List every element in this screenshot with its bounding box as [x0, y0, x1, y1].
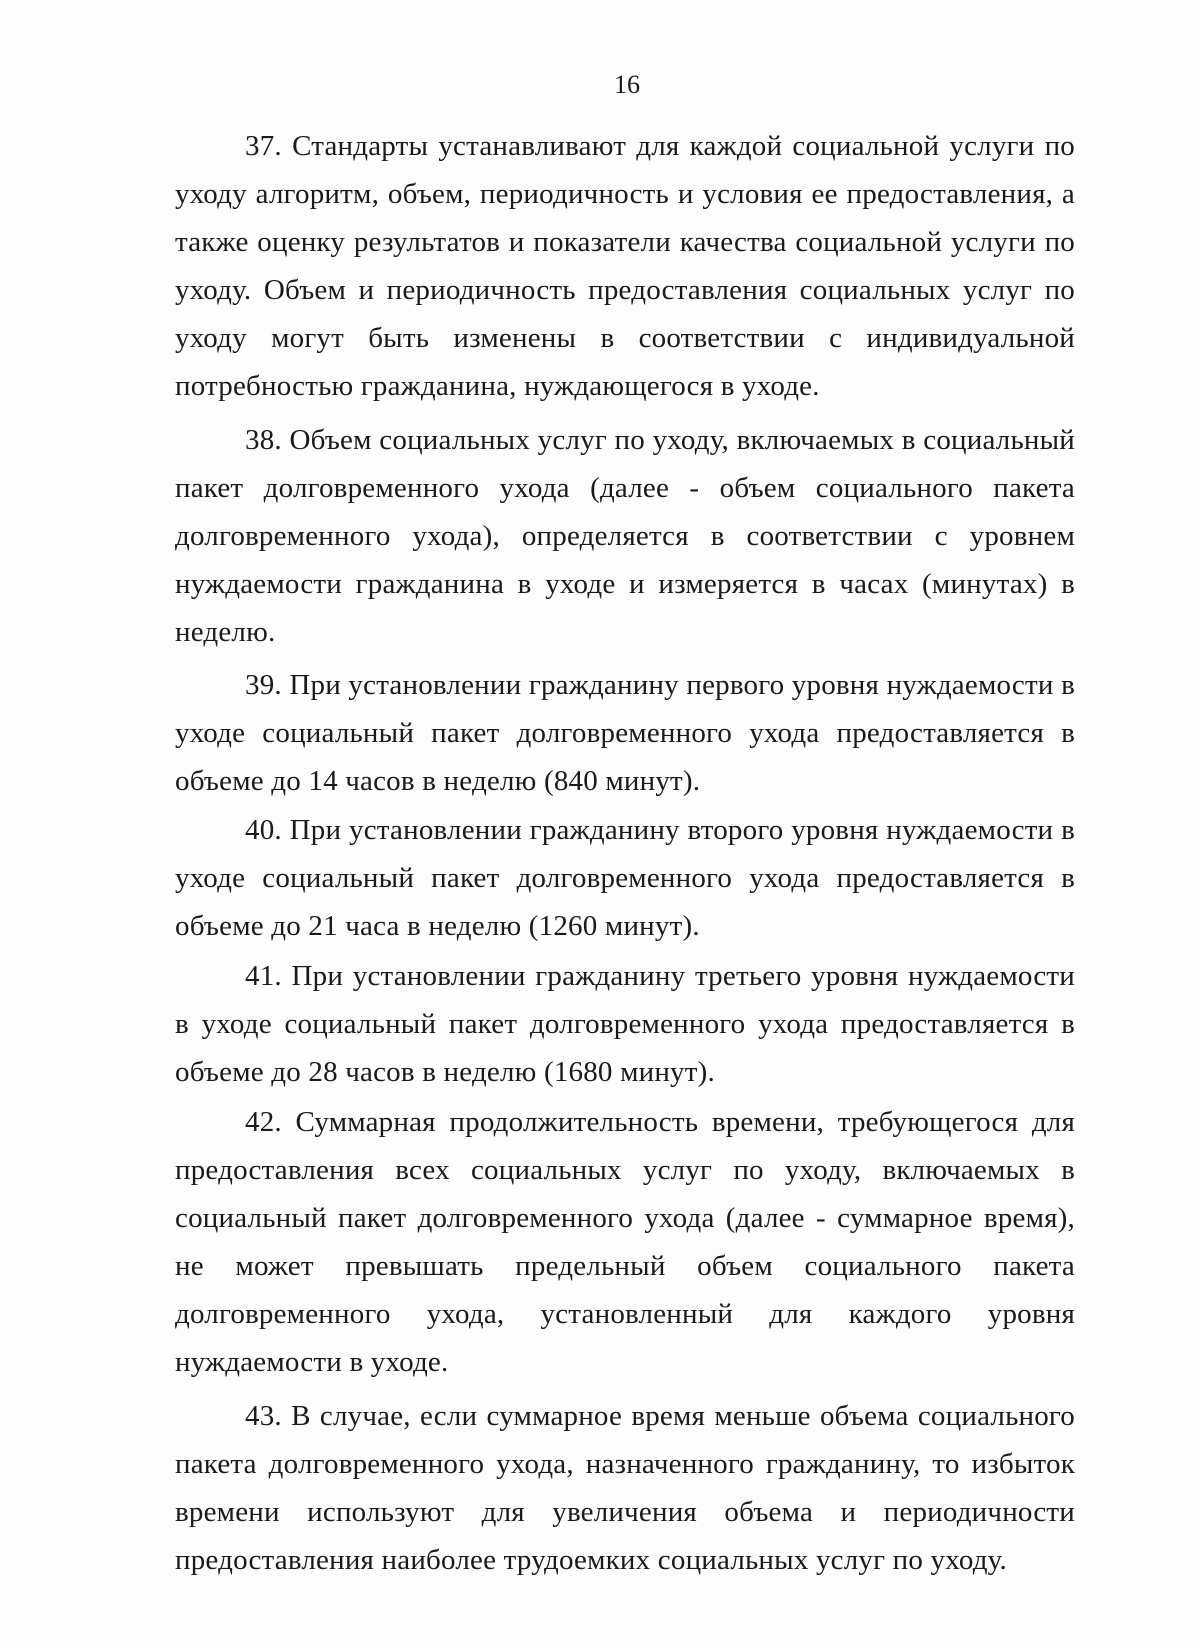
paragraph-42: 42. Суммарная продолжительность времени, требующегося для предоставления всех социальных услуг по уходу, включаемых в социальный пакет долговременного ухода (далее - суммарное время), не может превышать предельный объем социального пакета долговременного ухода, установленный для каждого уровня нуждаемости в уходе.	[175, 1106, 1075, 1378]
paragraph-43: 43. В случае, если суммарное время меньше объема социального пакета долговременного ухода, назначенного гражданину, то избыток времени используют для увеличения объема и периодичности предоставления наиболее трудоемких социальных услуг по уходу.	[175, 1400, 1075, 1576]
paragraph-39: 39. При установлении гражданину первого уровня нуждаемости в уходе социальный пакет долговременного ухода предоставляется в объеме до 14 часов в неделю (840 минут).	[175, 669, 1075, 797]
paragraph-37: 37. Стандарты устанавливают для каждой социальной услуги по уходу алгоритм, объем, периодичность и условия ее предоставления, а также оценку результатов и показатели качества социальной услуги по уходу. Объем и периодичность предоставления социальных услуг по уходу могут быть изменены в соответствии с индивидуальной потребностью гражданина, нуждающегося в уходе.	[175, 130, 1075, 402]
paragraph-38: 38. Объем социальных услуг по уходу, включаемых в социальный пакет долговременного ухода (далее - объем социального пакета долговременного ухода), определяется в соответствии с уровнем нуждаемости гражданина в уходе и измеряется в часах (минутах) в неделю.	[175, 424, 1075, 648]
paragraph-41: 41. При установлении гражданину третьего уровня нуждаемости в уходе социальный пакет долговременного ухода предоставляется в объеме до 28 часов в неделю (1680 минут).	[175, 960, 1075, 1088]
paragraph-40: 40. При установлении гражданину второго уровня нуждаемости в уходе социальный пакет долговременного ухода предоставляется в объеме до 21 часа в неделю (1260 минут).	[175, 814, 1075, 942]
page-number: 16	[614, 70, 640, 99]
